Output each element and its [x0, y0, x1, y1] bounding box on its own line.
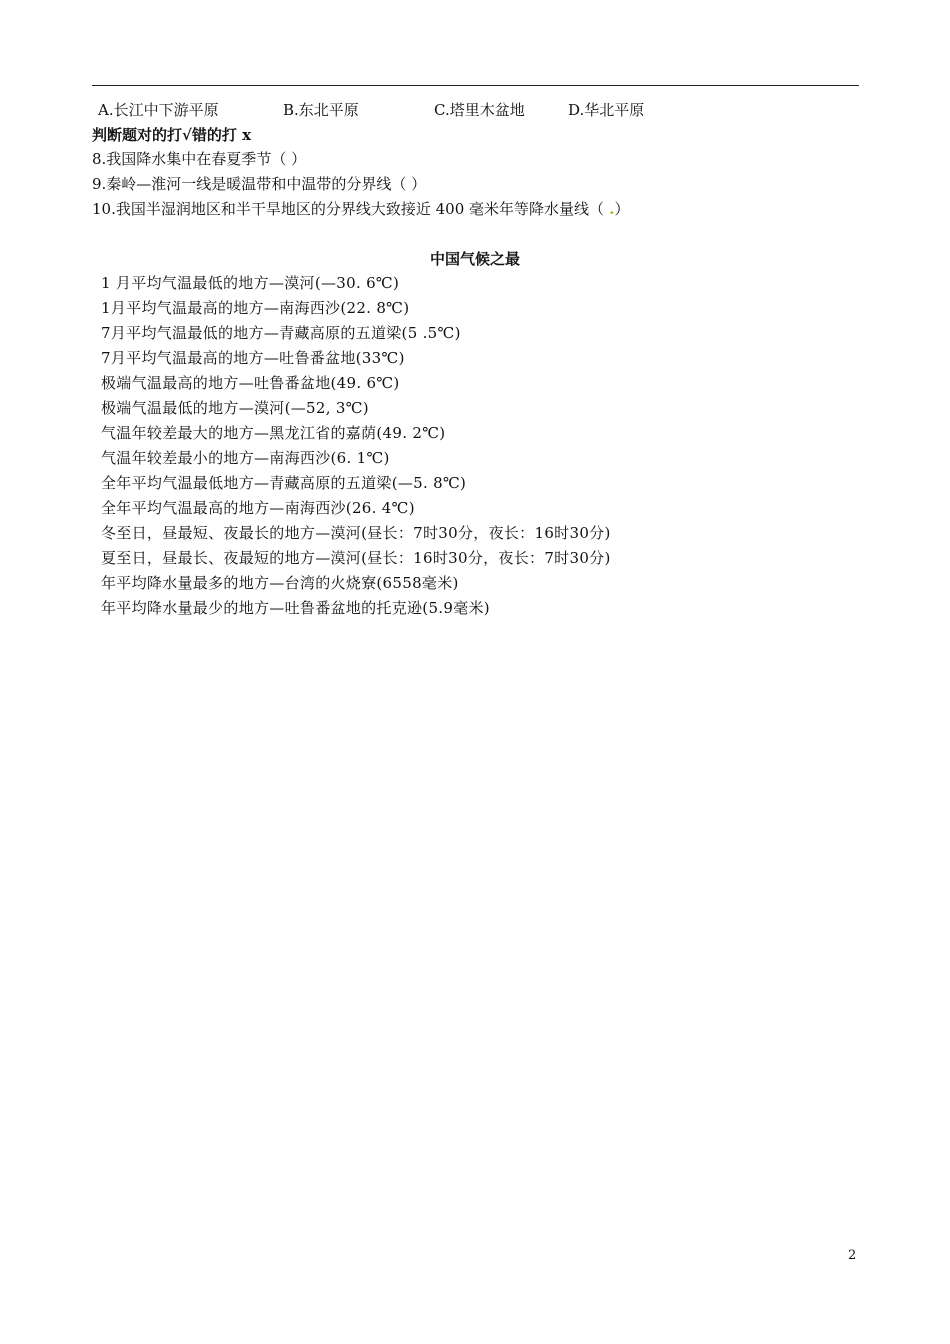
climate-records-title: 中国气候之最 [429, 250, 520, 268]
list-item: 气温年较差最小的地方—南海西沙(6. 1℃) [101, 449, 390, 467]
page-number: 2 [848, 1248, 857, 1263]
list-item: 极端气温最低的地方—漠河(—52, 3℃) [101, 399, 369, 417]
climate-records-list [101, 271, 611, 621]
option-b: B.东北平原 [283, 101, 359, 119]
question-8: 8.我国降水集中在春夏季节（ ） [92, 150, 307, 168]
question-10 [92, 198, 630, 220]
option-c: C.塔里木盆地 [434, 101, 525, 119]
question-10-close: ） [614, 200, 630, 218]
question-10-mark: . [604, 200, 615, 218]
list-item: 夏至日，昼最长、夜最短的地方—漠河(昼长：16时30分，夜长：7时30分) [101, 549, 611, 567]
list-item: 7月平均气温最低的地方—青藏高原的五道梁(5 .5℃) [101, 324, 461, 342]
question-9: 9.秦岭—淮河一线是暖温带和中温带的分界线（ ） [92, 175, 427, 193]
list-item: 7月平均气温最高的地方—吐鲁番盆地(33℃) [101, 349, 405, 367]
question-10-text: 10.我国半湿润地区和半干旱地区的分界线大致接近 400 毫米年等降水量线（ [92, 200, 605, 218]
list-item: 年平均降水量最少的地方—吐鲁番盆地的托克逊(5.9毫米) [101, 599, 490, 617]
list-item: 1 月平均气温最低的地方—漠河(—30. 6℃) [101, 274, 400, 292]
option-d: D.华北平原 [568, 101, 645, 119]
list-item: 极端气温最高的地方—吐鲁番盆地(49. 6℃) [101, 374, 400, 392]
true-false-heading: 判断题对的打√错的打 x [92, 126, 252, 144]
list-item: 全年平均气温最高的地方—南海西沙(26. 4℃) [101, 499, 415, 517]
list-item: 全年平均气温最低地方—青藏高原的五道梁(—5. 8℃) [101, 474, 467, 492]
list-item: 气温年较差最大的地方—黑龙江省的嘉荫(49. 2℃) [101, 424, 446, 442]
top-rule [92, 85, 859, 86]
list-item: 冬至日，昼最短、夜最长的地方—漠河(昼长：7时30分，夜长：16时30分) [101, 524, 611, 542]
list-item: 1月平均气温最高的地方—南海西沙(22. 8℃) [101, 299, 410, 317]
list-item: 年平均降水量最多的地方—台湾的火烧寮(6558毫米) [101, 574, 459, 592]
option-a: A.长江中下游平原 [98, 101, 219, 119]
